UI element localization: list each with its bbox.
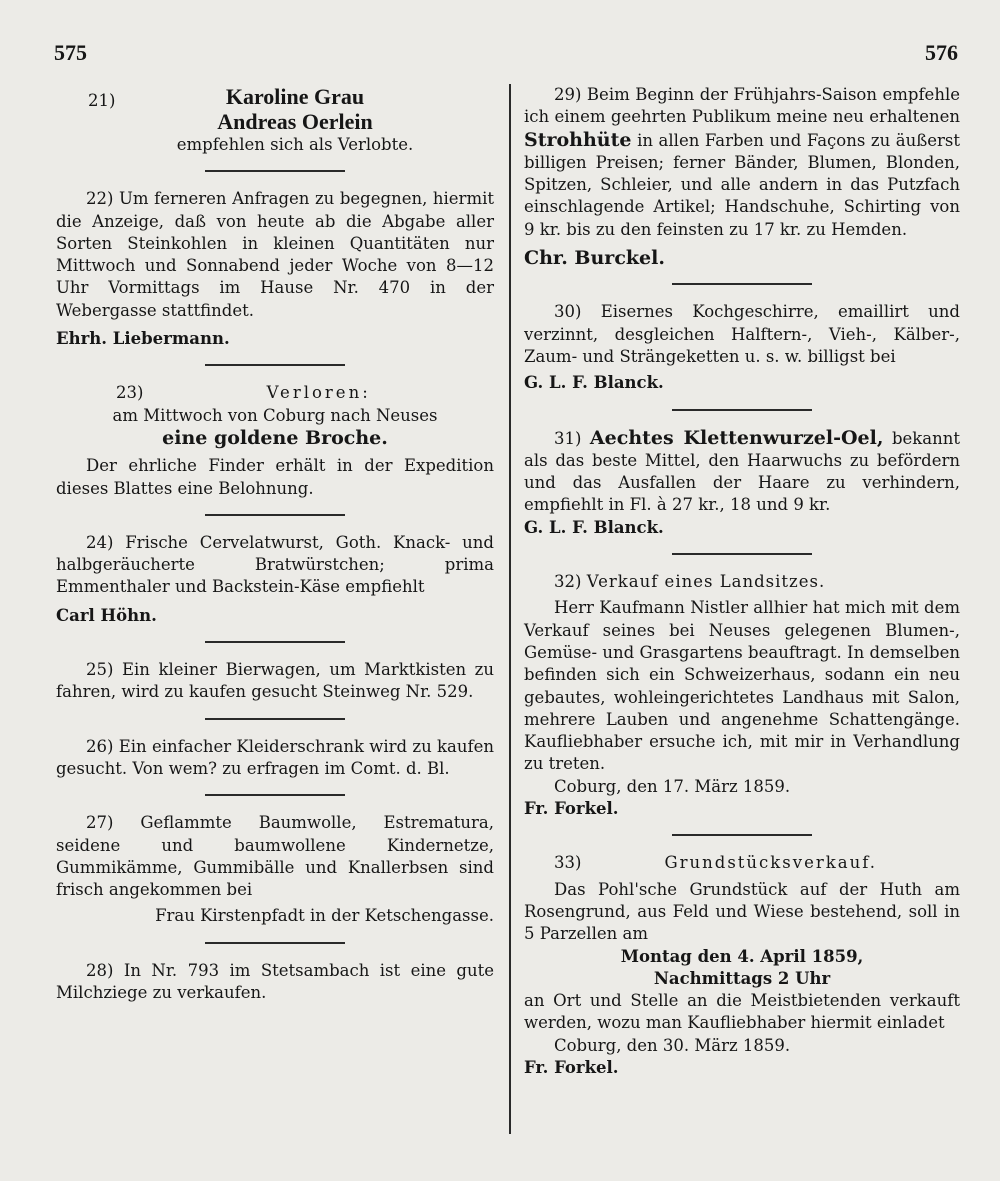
ad-27-text: 27) Geflammte Baumwolle, Estrematura, seidene und baumwollene Kindernetze, Gummikämme, Gummibälle und Knallerbsen sind frisch angekommen bei	[56, 813, 494, 900]
ad-31-body	[524, 427, 960, 517]
ad-32-text: Herr Kaufmann Nistler allhier hat mich mit dem Verkauf seines bei Neuses gelegenen Blumen-, Gemüse- und Grasgartens beauftragt. In demselben befinden sich ein Schweizerhaus, sodann ein neu gebautes, wohleingerichtetes Landhaus mit Salon, mehrere Lauben und angenehme Schattengänge. Kaufliebhaber ersuche ich, mit mir in Verhandlung zu treten.	[524, 598, 960, 774]
ad-32-number: 32)	[554, 572, 582, 592]
ad-29-highlight: Strohhüte	[524, 128, 632, 151]
separator	[205, 170, 345, 172]
ad-23-text: Der ehrliche Finder erhält in der Expedition dieses Blattes eine Belohnung.	[56, 456, 494, 498]
ad-32-heading: Verkauf eines Landsitzes.	[586, 572, 826, 592]
separator	[205, 794, 345, 796]
ad-22-signature: Ehrh. Liebermann.	[56, 329, 230, 349]
ad-21-number: 21)	[88, 91, 116, 110]
ad-22	[56, 188, 494, 350]
ad-22-text: 22) Um ferneren Anfragen zu begegnen, hiermit die Anzeige, daß von heute ab die Abgabe aller Sorten Steinkohlen in kleinen Quantitäten nur Mittwoch und Sonnabend jeder Woche von 8—12 Uhr Vormittags im Hause Nr. 470 in der Webergasse stattfindet.	[56, 189, 494, 320]
column-divider	[509, 84, 511, 1134]
ad-26	[56, 736, 494, 781]
ad-30	[524, 301, 960, 394]
ad-23-line1: am Mittwoch von Coburg nach Neuses	[112, 405, 438, 425]
ad-29	[524, 84, 960, 269]
ad-32-heading-row	[524, 571, 960, 593]
separator	[205, 514, 345, 516]
ad-33-number: 33)	[554, 853, 582, 873]
ad-21-text: empfehlen sich als Verlobte.	[176, 135, 414, 154]
ad-29-text-a: 29) Beim Beginn der Frühjahrs-Saison empfehle ich einem geehrten Publikum meine neu erhaltenen	[524, 85, 960, 127]
separator	[672, 409, 812, 411]
ad-32	[524, 571, 960, 820]
right-column	[524, 84, 960, 1079]
ad-24	[56, 532, 494, 627]
ad-21-name2: Andreas Oerlein	[217, 109, 373, 134]
ad-30-text: 30) Eisernes Kochgeschirre, emaillirt und verzinnt, desgleichen Halftern-, Vieh-, Kälber-, Zaum- und Strängeketten u. s. w. billigst bei	[524, 302, 960, 366]
separator	[672, 834, 812, 836]
left-column	[56, 84, 494, 1004]
ad-25-text: 25) Ein kleiner Bierwagen, um Marktkisten zu fahren, wird zu kaufen gesucht Steinweg Nr. 529.	[56, 660, 494, 702]
ad-31-number: 31)	[554, 428, 582, 448]
separator	[205, 641, 345, 643]
separator	[672, 283, 812, 285]
ad-29-body	[524, 84, 960, 241]
ad-32-place-date: Coburg, den 17. März 1859.	[554, 776, 791, 796]
ad-23	[56, 382, 494, 499]
ad-28	[56, 960, 494, 1005]
ad-33	[524, 852, 960, 1079]
ad-27-signature: Frau Kirstenpfadt in der Ketschengasse.	[155, 906, 494, 926]
ad-31-signature: G. L. F. Blanck.	[524, 517, 664, 537]
ad-23-heading: Verloren:	[266, 383, 371, 403]
page-number-left: 575	[54, 40, 87, 65]
ad-33-text-b: an Ort und Stelle an die Meistbietenden verkauft werden, wozu man Kaufliebhaber hiermit einladet	[524, 991, 960, 1033]
ad-33-date-line2: Nachmittags 2 Uhr	[653, 968, 831, 988]
ad-24-text: 24) Frische Cervelatwurst, Goth. Knack- und halbgeräucherte Bratwürstchen; prima Emmenthaler und Backstein-Käse empfiehlt	[56, 532, 494, 597]
ad-28-text: 28) In Nr. 793 im Stetsambach ist eine gute Milchziege zu verkaufen.	[56, 960, 494, 1003]
ad-31-highlight: Aechtes Klettenwurzel-Oel,	[589, 426, 884, 449]
page-number-right: 576	[925, 40, 958, 65]
separator	[205, 942, 345, 944]
separator	[205, 364, 345, 366]
ad-31-text: bekannt als das beste Mittel, den Haarwuchs zu befördern und das Ausfallen der Haare zu verhindern, empfiehlt in Fl. à 27 kr., 18 und 9 kr.	[524, 428, 960, 515]
ad-32-signature: Fr. Forkel.	[524, 799, 619, 819]
ad-21	[56, 84, 494, 156]
ad-29-text-b: in allen Farben und Façons zu äußerst billigen Preisen; ferner Bänder, Blumen, Blonden, Spitzen, Schleier, und alle andern in das Putzfach einschlagende Artikel; Handschuhe, Schirting von 9 kr. bis zu den feinsten zu 17 kr. zu Hemden.	[524, 130, 961, 239]
ad-21-name1: Karoline Grau	[225, 84, 365, 109]
ad-26-text: 26) Ein einfacher Kleiderschrank wird zu kaufen gesucht. Von wem? zu erfragen im Comt. d. Bl.	[56, 736, 494, 778]
ad-33-text-a: Das Pohl'sche Grundstück auf der Huth am Rosengrund, aus Feld und Wiese bestehend, soll in 5 Parzellen am	[524, 879, 960, 944]
ad-33-heading: Grundstücksverkauf.	[664, 853, 877, 873]
ad-33-place-date: Coburg, den 30. März 1859.	[554, 1035, 791, 1055]
separator	[672, 553, 812, 555]
separator	[205, 718, 345, 720]
ad-33-date-line1: Montag den 4. April 1859,	[620, 946, 864, 966]
ad-23-number: 23)	[116, 383, 144, 403]
ad-33-signature: Fr. Forkel.	[524, 1057, 619, 1077]
ad-24-signature: Carl Höhn.	[56, 605, 157, 625]
ad-23-line2: eine goldene Broche.	[162, 426, 388, 449]
ad-27	[56, 812, 494, 927]
ad-25	[56, 659, 494, 704]
ad-29-signature: Chr. Burckel.	[524, 247, 665, 270]
ad-30-signature: G. L. F. Blanck.	[524, 373, 664, 393]
ad-31	[524, 427, 960, 539]
